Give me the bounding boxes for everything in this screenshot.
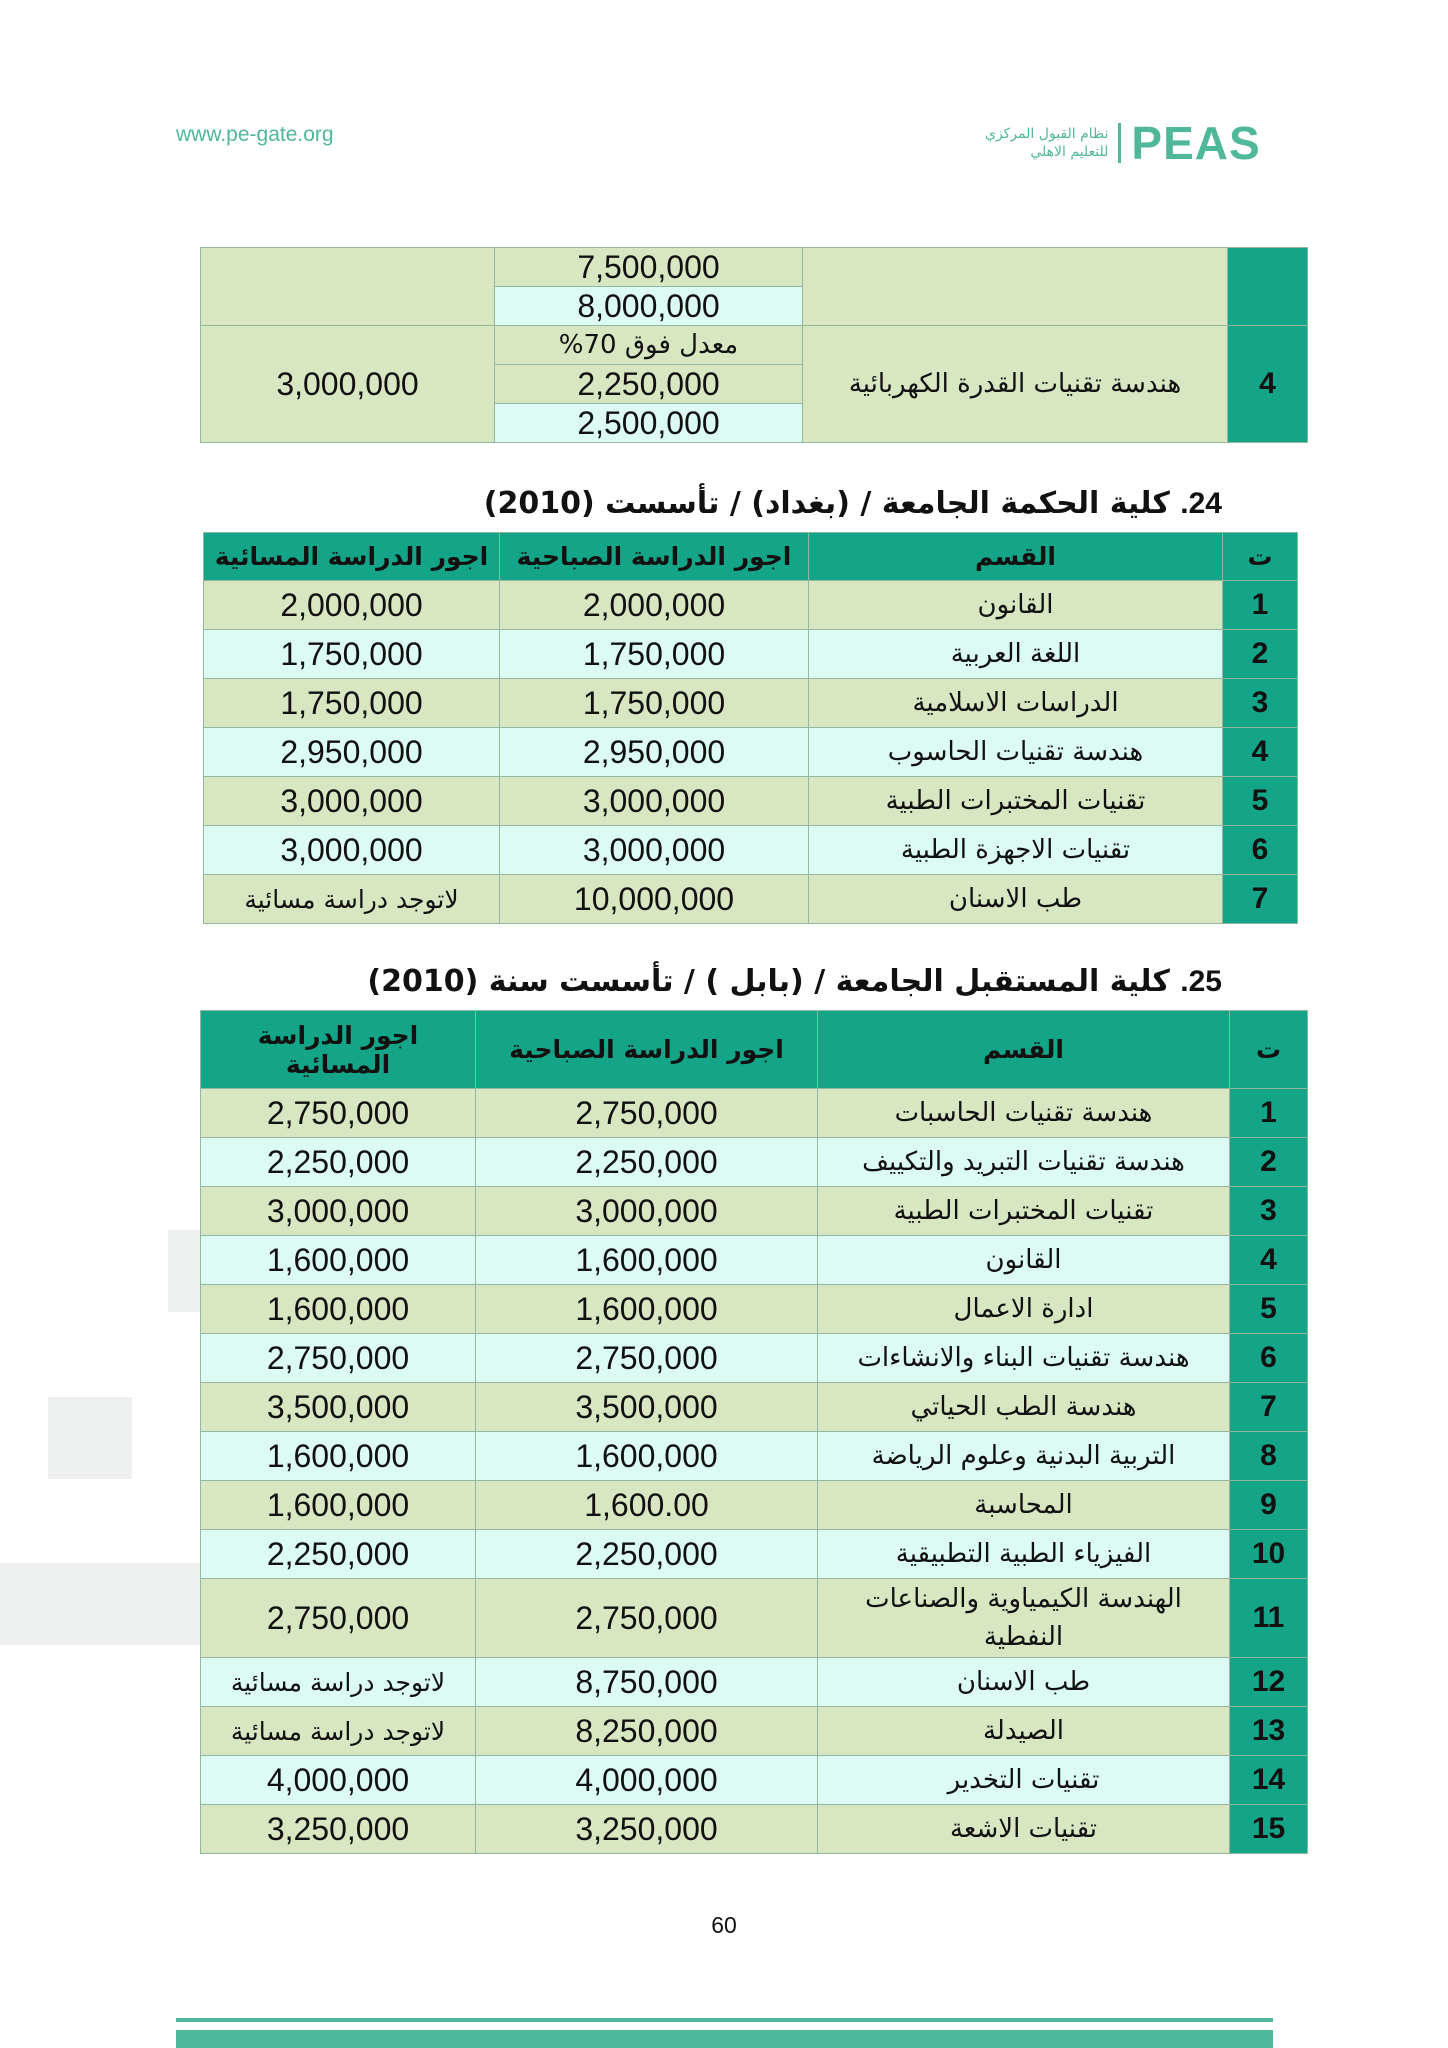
table-row — [201, 1089, 1308, 1138]
morning-fee-cell: 1,600,000 — [476, 1236, 818, 1285]
department-cell: هندسة تقنيات القدرة الكهربائية — [803, 326, 1228, 443]
department-cell: الهندسة الكيمياوية والصناعات النفطية — [818, 1579, 1230, 1658]
department-cell: طب الاسنان — [809, 875, 1223, 924]
morning-fee-cell: 2,000,000 — [500, 581, 809, 630]
evening-fee-cell: لاتوجد دراسة مسائية — [201, 1707, 476, 1756]
department-cell: هندسة الطب الحياتي — [818, 1383, 1230, 1432]
evening-fee-cell: 3,000,000 — [204, 777, 500, 826]
morning-fee-cell: 3,000,000 — [476, 1187, 818, 1236]
footer-band — [176, 2030, 1273, 2048]
peas-logo — [985, 118, 1261, 168]
morning-fee-cell: 3,000,000 — [500, 777, 809, 826]
header-morning-fees: اجور الدراسة الصباحية — [476, 1011, 818, 1089]
evening-fee-cell: 1,600,000 — [201, 1236, 476, 1285]
department-cell: تقنيات التخدير — [818, 1756, 1230, 1805]
evening-fee-cell: 3,500,000 — [201, 1383, 476, 1432]
morning-fee-cell: 7,500,000 — [495, 248, 803, 287]
table-row — [201, 1432, 1308, 1481]
evening-fee-cell: 4,000,000 — [201, 1756, 476, 1805]
morning-fee-cell: 2,500,000 — [495, 404, 803, 443]
logo-arabic-line2: للتعليم الاهلي — [1030, 144, 1109, 160]
decorative-block — [0, 1563, 200, 1645]
morning-fee-cell: 2,250,000 — [476, 1530, 818, 1579]
morning-fee-cell: 10,000,000 — [500, 875, 809, 924]
header-evening-fees: اجور الدراسة المسائية — [204, 533, 500, 581]
department-cell: طب الاسنان — [818, 1658, 1230, 1707]
index-cell: 3 — [1223, 679, 1298, 728]
section-number: 24. — [1180, 487, 1222, 520]
continuation-table — [200, 247, 1308, 443]
department-cell: التربية البدنية وعلوم الرياضة — [818, 1432, 1230, 1481]
evening-fee-cell: 1,600,000 — [201, 1432, 476, 1481]
index-cell: 12 — [1230, 1658, 1308, 1707]
index-cell: 5 — [1223, 777, 1298, 826]
section-25-title — [367, 964, 1222, 999]
department-cell: المحاسبة — [818, 1481, 1230, 1530]
department-cell: القانون — [818, 1236, 1230, 1285]
evening-fee-cell: 3,000,000 — [201, 1187, 476, 1236]
header-department: القسم — [818, 1011, 1230, 1089]
morning-fee-cell: 2,750,000 — [476, 1579, 818, 1658]
department-cell: هندسة تقنيات الحاسوب — [809, 728, 1223, 777]
header-morning-fees: اجور الدراسة الصباحية — [500, 533, 809, 581]
evening-fee-cell: لاتوجد دراسة مسائية — [201, 1658, 476, 1707]
table-row — [201, 1707, 1308, 1756]
table-row — [201, 1579, 1308, 1658]
index-cell: 15 — [1230, 1805, 1308, 1854]
table-row — [204, 728, 1298, 777]
table-cell — [1228, 248, 1308, 326]
table-row — [204, 826, 1298, 875]
index-cell: 8 — [1230, 1432, 1308, 1481]
department-cell: الدراسات الاسلامية — [809, 679, 1223, 728]
morning-fee-cell: 1,600.00 — [476, 1481, 818, 1530]
morning-fee-cell: 8,000,000 — [495, 287, 803, 326]
index-cell: 6 — [1223, 826, 1298, 875]
index-cell: 4 — [1230, 1236, 1308, 1285]
table-row — [201, 1383, 1308, 1432]
index-cell: 6 — [1230, 1334, 1308, 1383]
table-row — [201, 1334, 1308, 1383]
morning-fee-cell: 4,000,000 — [476, 1756, 818, 1805]
index-cell: 2 — [1230, 1138, 1308, 1187]
table-row — [201, 1756, 1308, 1805]
index-cell: 5 — [1230, 1285, 1308, 1334]
section-number: 25. — [1180, 965, 1222, 998]
evening-fee-cell: 1,750,000 — [204, 630, 500, 679]
header-department: القسم — [809, 533, 1223, 581]
department-cell: ادارة الاعمال — [818, 1285, 1230, 1334]
section-24-title — [484, 486, 1222, 521]
gpa-condition-cell: معدل فوق 70% — [495, 326, 803, 365]
logo-arabic-line1: نظام القبول المركزي — [985, 126, 1109, 142]
department-cell: تقنيات الاجهزة الطبية — [809, 826, 1223, 875]
table-row — [201, 1530, 1308, 1579]
evening-fee-cell: 2,250,000 — [201, 1138, 476, 1187]
evening-fee-cell: 2,750,000 — [201, 1334, 476, 1383]
table-row — [201, 1805, 1308, 1854]
section-title-text: كلية الحكمة الجامعة / (بغداد) / تأسست (2010) — [483, 486, 1170, 521]
department-cell: الصيدلة — [818, 1707, 1230, 1756]
evening-fee-cell: 1,600,000 — [201, 1285, 476, 1334]
page-number: 60 — [711, 1912, 737, 1938]
table-row — [204, 679, 1298, 728]
evening-fee-cell: 3,000,000 — [204, 826, 500, 875]
header-evening-fees — [201, 1011, 476, 1089]
morning-fee-cell: 1,600,000 — [476, 1432, 818, 1481]
index-cell: 1 — [1230, 1089, 1308, 1138]
section-title-text: كلية المستقبل الجامعة / (بابل ) / تأسست سنة (2010) — [367, 964, 1170, 999]
site-url[interactable]: www.pe-gate.org — [176, 123, 334, 146]
evening-fee-cell: لاتوجد دراسة مسائية — [204, 875, 500, 924]
morning-fee-cell: 2,250,000 — [476, 1138, 818, 1187]
table-row — [201, 1236, 1308, 1285]
index-cell: 11 — [1230, 1579, 1308, 1658]
department-cell: هندسة تقنيات الحاسبات — [818, 1089, 1230, 1138]
evening-fee-cell: 2,750,000 — [201, 1089, 476, 1138]
morning-fee-cell: 2,950,000 — [500, 728, 809, 777]
table-cell — [803, 248, 1228, 326]
index-cell: 9 — [1230, 1481, 1308, 1530]
evening-fee-cell: 2,000,000 — [204, 581, 500, 630]
morning-fee-cell: 1,750,000 — [500, 679, 809, 728]
table-row — [204, 875, 1298, 924]
department-cell: اللغة العربية — [809, 630, 1223, 679]
evening-fee-cell: 2,950,000 — [204, 728, 500, 777]
evening-fee-cell: 1,600,000 — [201, 1481, 476, 1530]
index-cell: 4 — [1228, 326, 1308, 443]
section-25-table — [200, 1010, 1308, 1854]
header-index: ت — [1223, 533, 1298, 581]
table-row — [201, 1285, 1308, 1334]
index-cell: 1 — [1223, 581, 1298, 630]
index-cell: 14 — [1230, 1756, 1308, 1805]
morning-fee-cell: 3,500,000 — [476, 1383, 818, 1432]
morning-fee-cell: 8,750,000 — [476, 1658, 818, 1707]
evening-fee-cell: 2,250,000 — [201, 1530, 476, 1579]
evening-fee-cell: 3,250,000 — [201, 1805, 476, 1854]
table-row — [204, 630, 1298, 679]
morning-fee-cell: 1,750,000 — [500, 630, 809, 679]
table-row — [204, 581, 1298, 630]
index-cell: 4 — [1223, 728, 1298, 777]
morning-fee-cell: 8,250,000 — [476, 1707, 818, 1756]
index-cell: 2 — [1223, 630, 1298, 679]
index-cell: 7 — [1230, 1383, 1308, 1432]
table-row — [201, 1481, 1308, 1530]
evening-fee-cell: 2,750,000 — [201, 1579, 476, 1658]
logo-peas-text: PEAS — [1131, 117, 1261, 169]
morning-fee-cell: 2,750,000 — [476, 1089, 818, 1138]
table-row — [201, 1187, 1308, 1236]
department-cell: تقنيات المختبرات الطبية — [818, 1187, 1230, 1236]
index-cell: 7 — [1223, 875, 1298, 924]
index-cell: 3 — [1230, 1187, 1308, 1236]
index-cell: 13 — [1230, 1707, 1308, 1756]
morning-fee-cell: 2,750,000 — [476, 1334, 818, 1383]
header-index: ت — [1230, 1011, 1308, 1089]
decorative-block — [48, 1397, 132, 1479]
department-cell: هندسة تقنيات البناء والانشاءات — [818, 1334, 1230, 1383]
table-cell — [201, 248, 495, 326]
header-evening-line2: المسائية — [285, 1049, 391, 1079]
header-evening-line1: اجور الدراسة — [257, 1020, 419, 1050]
decorative-block — [168, 1230, 200, 1312]
table-row — [201, 1138, 1308, 1187]
department-cell: الفيزياء الطبية التطبيقية — [818, 1530, 1230, 1579]
index-cell: 10 — [1230, 1530, 1308, 1579]
logo-arabic-text — [985, 125, 1108, 161]
department-cell: تقنيات المختبرات الطبية — [809, 777, 1223, 826]
evening-fee-cell: 1,750,000 — [204, 679, 500, 728]
morning-fee-cell: 2,250,000 — [495, 365, 803, 404]
section-24-table — [203, 532, 1298, 924]
table-row — [204, 777, 1298, 826]
footer-rule — [176, 2018, 1273, 2022]
logo-separator — [1118, 123, 1121, 163]
table-row — [201, 1658, 1308, 1707]
morning-fee-cell: 1,600,000 — [476, 1285, 818, 1334]
evening-fee-cell: 3,000,000 — [201, 326, 495, 443]
morning-fee-cell: 3,000,000 — [500, 826, 809, 875]
department-cell: القانون — [809, 581, 1223, 630]
department-cell: تقنيات الاشعة — [818, 1805, 1230, 1854]
department-cell: هندسة تقنيات التبريد والتكييف — [818, 1138, 1230, 1187]
morning-fee-cell: 3,250,000 — [476, 1805, 818, 1854]
